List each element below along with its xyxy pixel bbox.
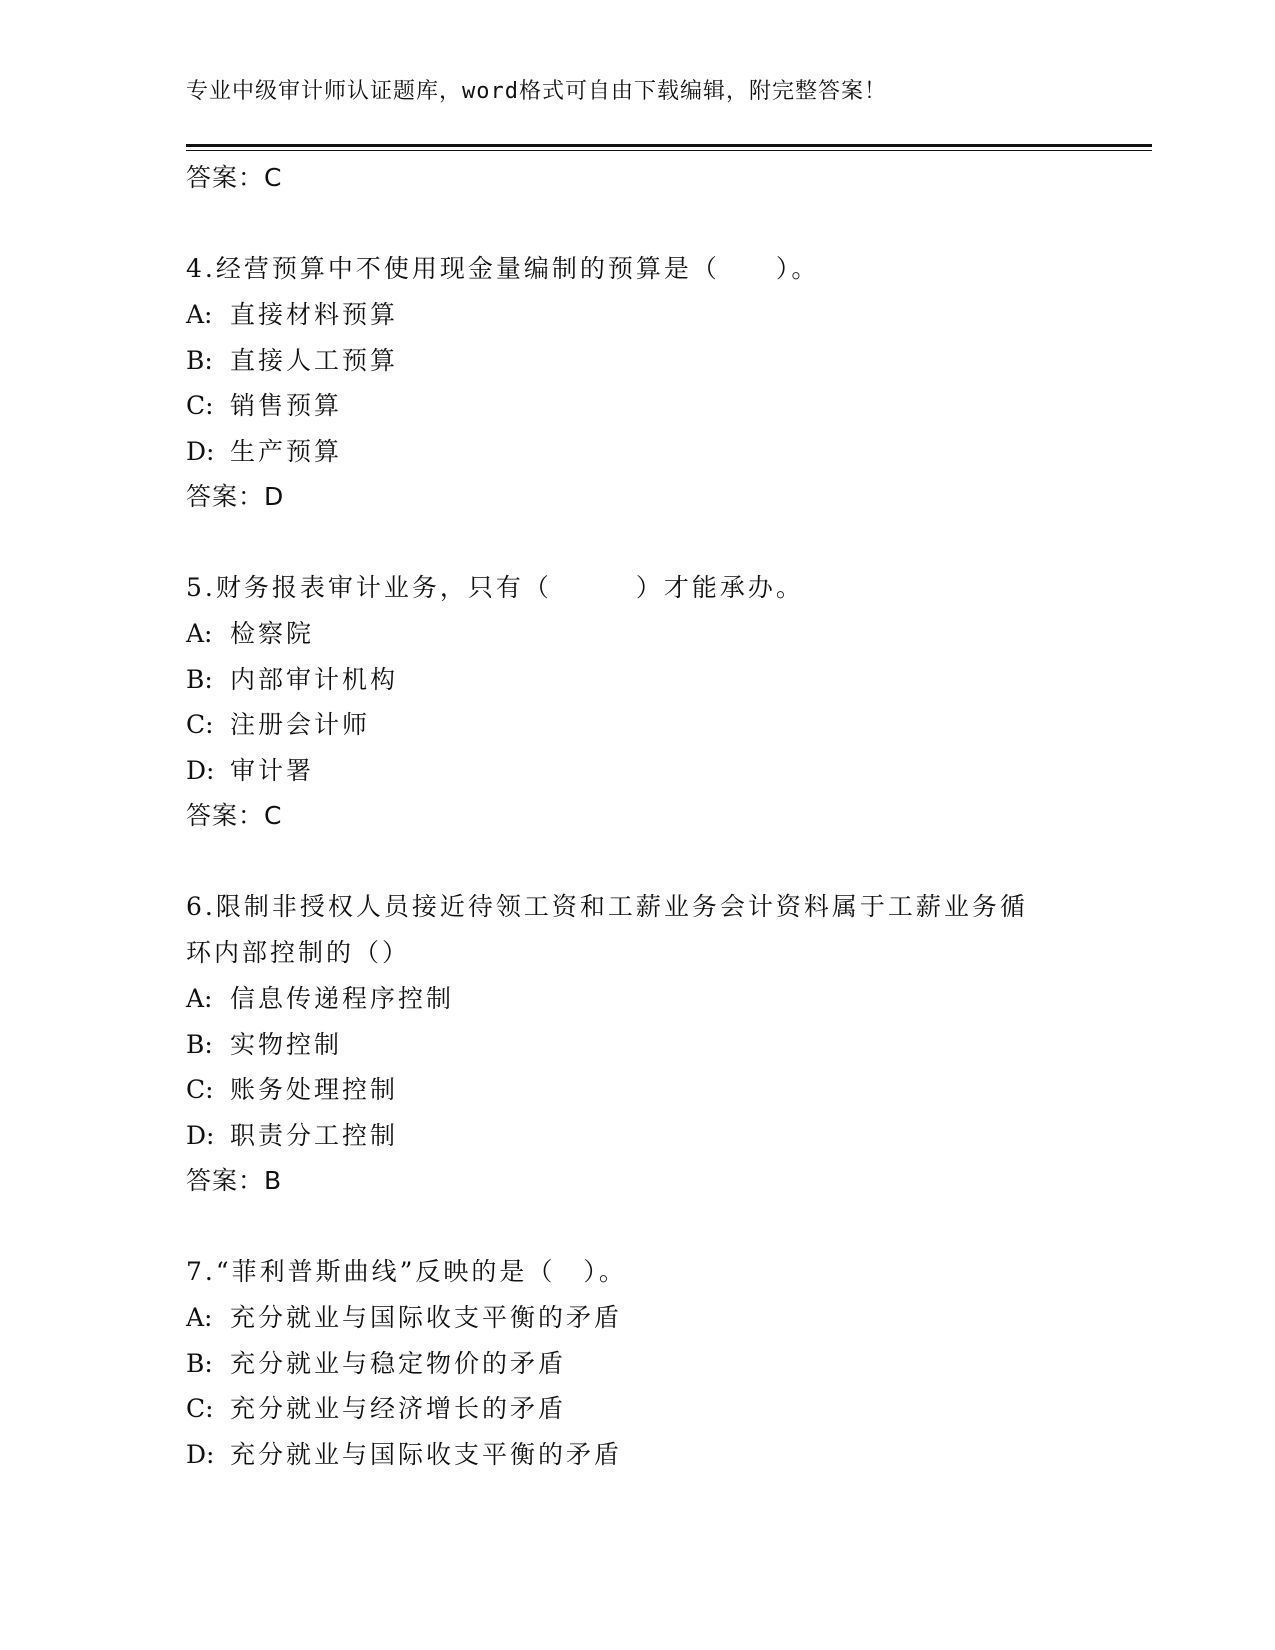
option-letter: A: [186,1303,213,1332]
option-text: 直接人工预算 [230,345,399,375]
page-header: 专业中级审计师认证题库，word格式可自由下载编辑，附完整答案！ [186,79,887,104]
question-item [186,884,1152,1204]
option-c [186,1067,1152,1113]
option-text: 注册会计师 [230,710,371,739]
option-letter: D: [186,755,215,785]
question-stem-line-1: 6.限制非授权人员接近待领工资和工薪业务会计资料属于工薪业务循 [186,892,1028,921]
option-text: 直接材料预算 [230,300,399,329]
header-divider [186,144,1152,147]
option-text: 销售预算 [230,391,343,420]
option-d [186,1432,1152,1478]
option-c [186,1386,1152,1432]
option-text: 账务处理控制 [230,1075,399,1104]
answer-label: 答案：B [186,1166,283,1195]
option-b [186,338,1152,384]
question-stem: 4.经营预算中不使用现金量编制的预算是（ ）。 [186,254,820,283]
option-letter: D: [186,436,215,466]
question-item [186,565,1152,839]
option-text: 生产预算 [230,436,343,466]
option-d [186,429,1152,475]
option-letter: C: [186,1075,214,1104]
option-letter: C: [186,1394,214,1423]
question-stem: 5.财务报表审计业务，只有（ ）才能承办。 [186,573,804,602]
option-letter: B: [186,664,213,694]
option-letter: A: [186,300,213,329]
option-text: 审计署 [230,755,315,785]
option-text: 职责分工控制 [230,1120,399,1150]
option-text: 检察院 [230,619,315,648]
option-text: 信息传递程序控制 [230,984,455,1013]
option-letter: B: [186,1348,213,1378]
option-text: 充分就业与国际收支平衡的矛盾 [230,1303,623,1332]
option-text: 充分就业与经济增长的矛盾 [230,1394,567,1423]
option-d [186,1113,1152,1159]
header-divider-thin [186,150,1152,151]
answer-label: 答案：C [186,163,283,192]
option-a [186,292,1152,338]
option-b [186,1022,1152,1068]
question-content [186,155,1152,1477]
option-a [186,611,1152,657]
option-a [186,976,1152,1022]
option-text: 内部审计机构 [230,664,399,694]
option-letter: D: [186,1439,215,1469]
option-text: 充分就业与国际收支平衡的矛盾 [230,1439,623,1469]
question-item [186,1249,1152,1477]
option-text: 充分就业与稳定物价的矛盾 [230,1348,567,1378]
option-text: 实物控制 [230,1029,343,1059]
option-letter: D: [186,1120,215,1150]
question-stem-line-2: 环内部控制的（） [186,938,411,967]
option-c [186,383,1152,429]
option-letter: B: [186,345,213,375]
option-b [186,657,1152,703]
option-a [186,1295,1152,1341]
question-item [186,246,1152,520]
option-letter: A: [186,619,213,648]
question-stem: 7.“菲利普斯曲线”反映的是（ ）。 [186,1257,627,1286]
answer-label: 答案：C [186,801,283,830]
option-d [186,748,1152,794]
option-b [186,1341,1152,1387]
option-letter: A: [186,984,213,1013]
option-c [186,702,1152,748]
answer-label: 答案：D [186,482,285,511]
option-letter: C: [186,391,214,420]
option-letter: C: [186,710,214,739]
option-letter: B: [186,1029,213,1059]
